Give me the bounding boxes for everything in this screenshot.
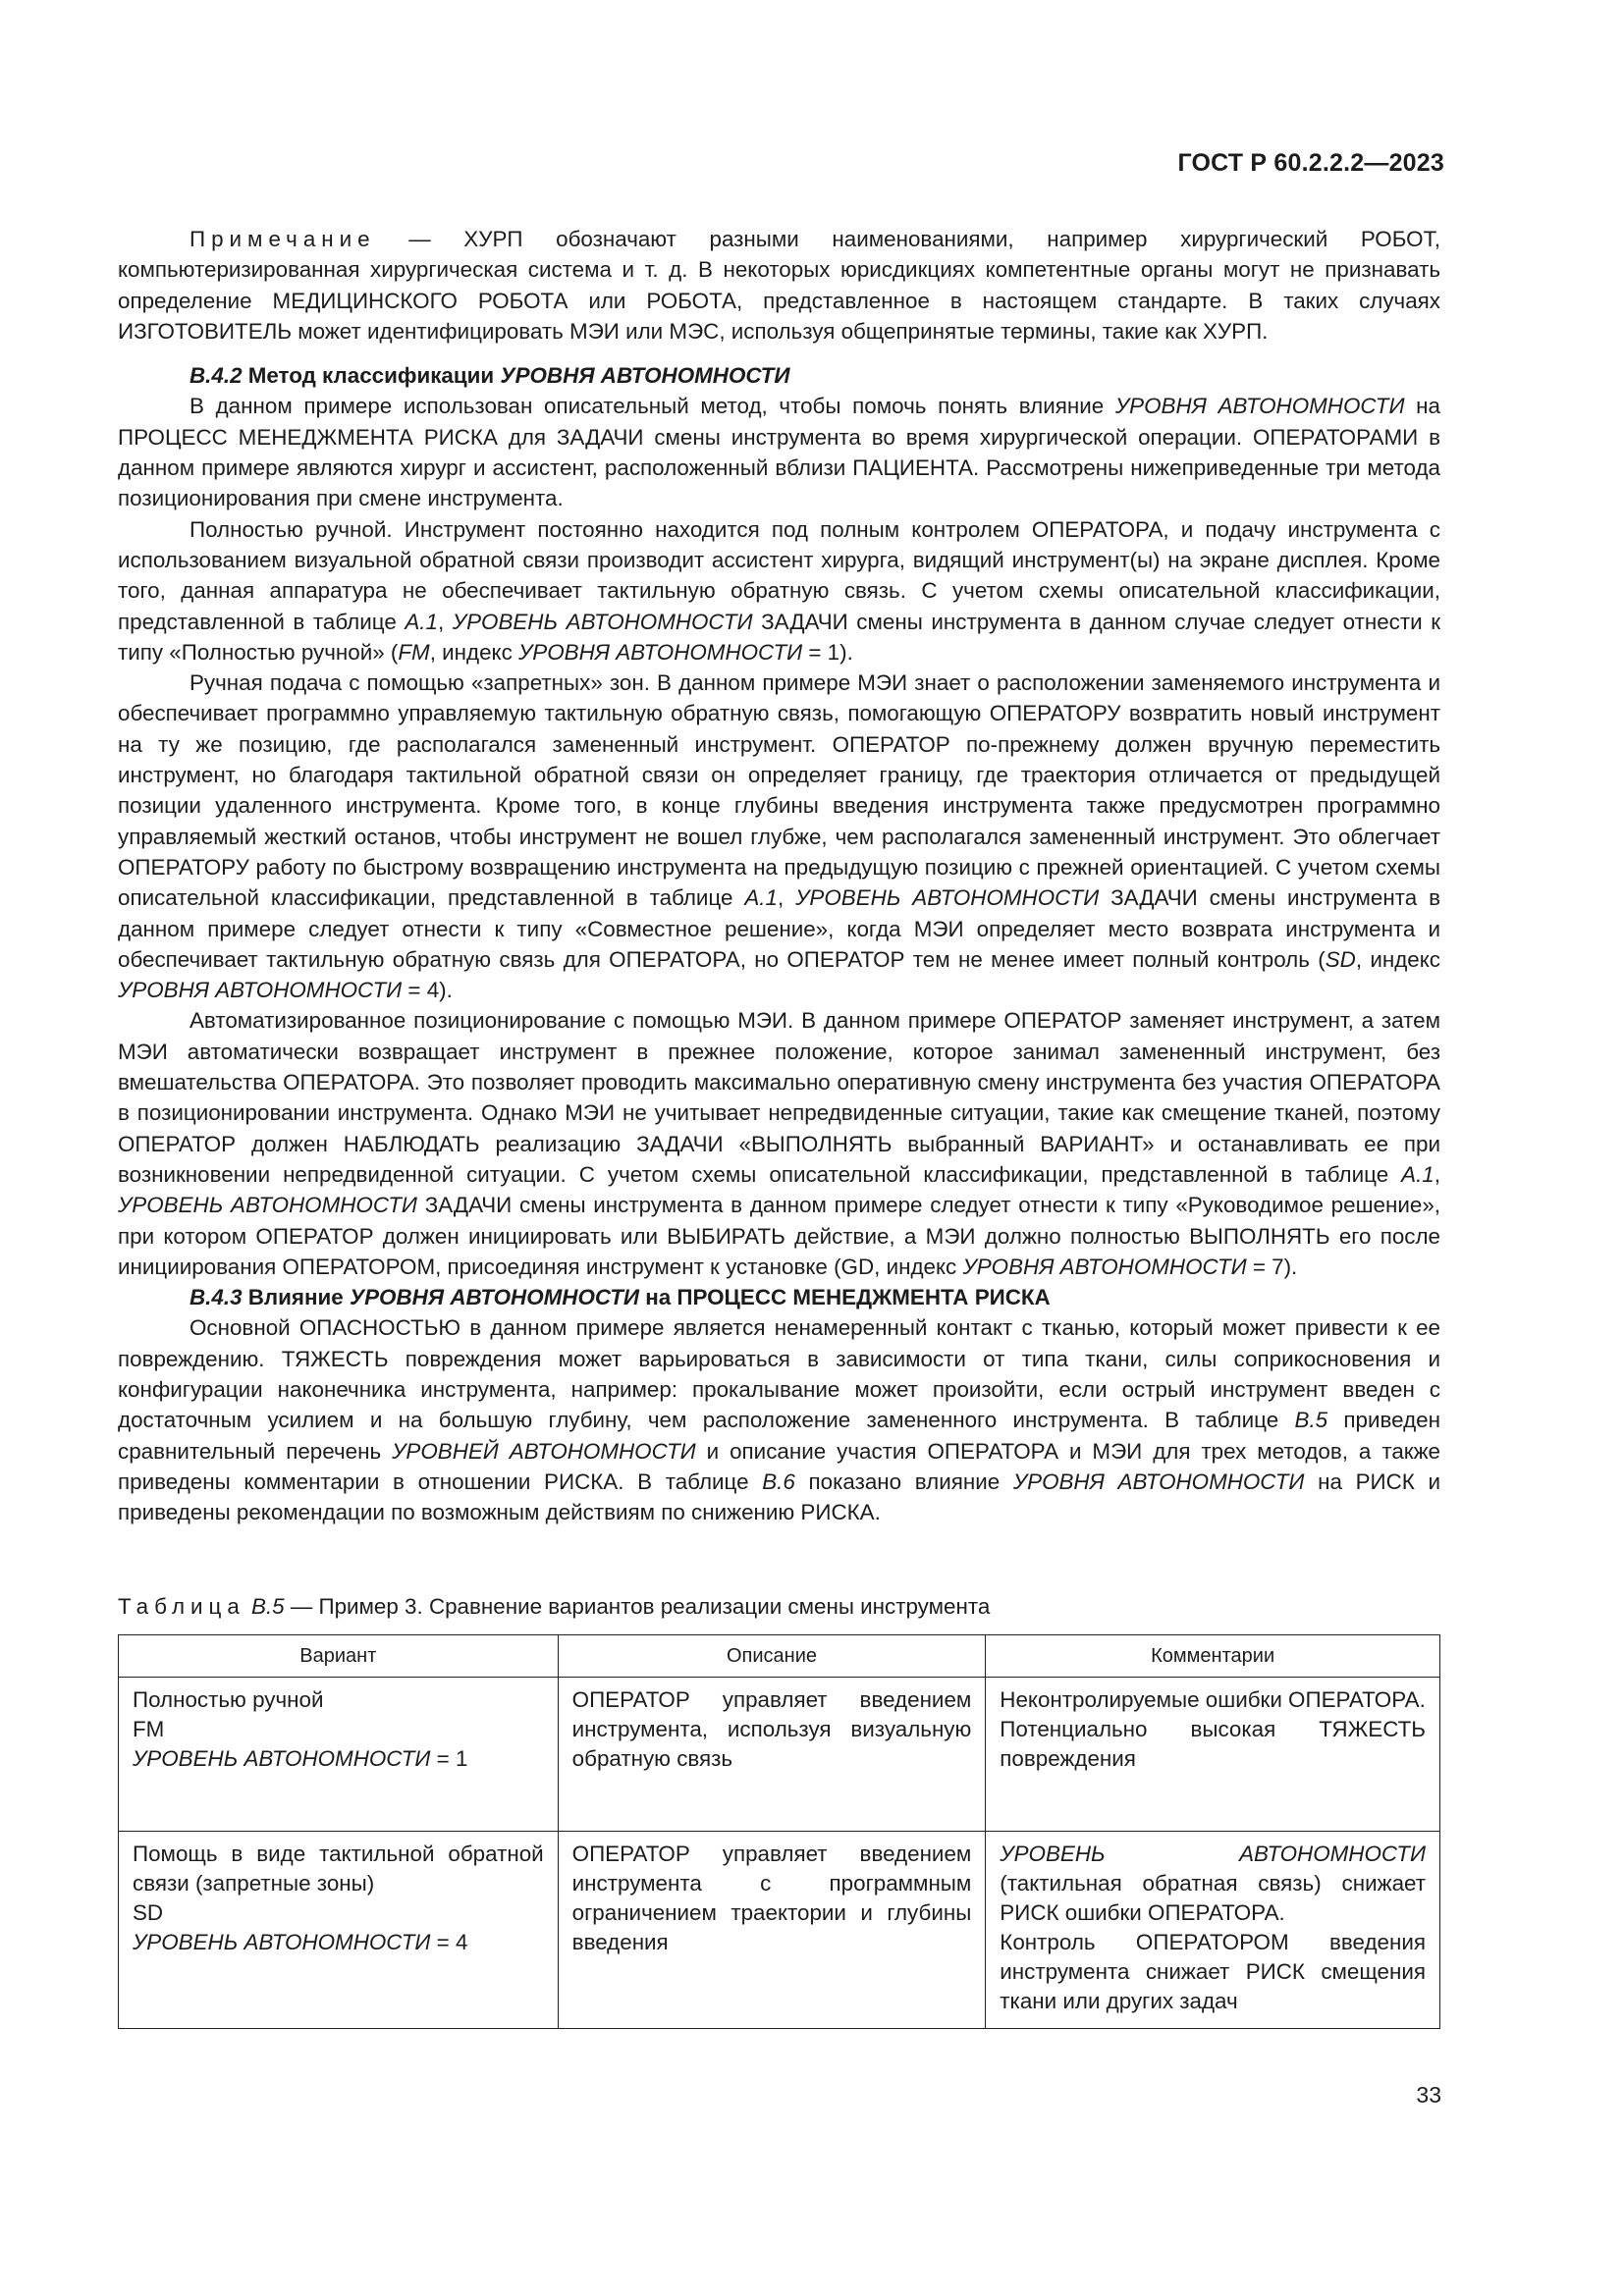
- cell-comments: УРОВЕНЬ АВТОНОМНОСТИ (тактильная обратная связь) снижает РИСК ошибки ОПЕРАТОРА. Контроль ОПЕРАТОРОМ введения инструмента снижает РИСК смещения ткани или других задач: [986, 1832, 1440, 2029]
- cell-description: ОПЕРАТОР управляет введением инструмента, используя визуальную обратную связь: [558, 1678, 986, 1832]
- header-comments: Комментарии: [986, 1635, 1440, 1678]
- cell-variant: Полностью ручной FM УРОВЕНЬ АВТОНОМНОСТИ = 1: [119, 1678, 559, 1832]
- page-number: 33: [1416, 2082, 1441, 2108]
- cell-variant: Помощь в виде тактильной обратной связи (запретные зоны) SD УРОВЕНЬ АВТОНОМНОСТИ = 4: [119, 1832, 559, 2029]
- header-description: Описание: [558, 1635, 986, 1678]
- note-label: Примечание: [189, 227, 376, 251]
- header-variant: Вариант: [119, 1635, 559, 1678]
- comparison-table: [118, 1634, 1440, 2029]
- table-row: [119, 1832, 1440, 2029]
- section-b42-paragraph-4: Автоматизированное позиционирование с помощью МЭИ. В данном примере ОПЕРАТОР заменяет инструмент, а затем МЭИ автоматически возвращает инструмент в прежнее положение, которое занимал замененный инструмент, без вмешательства ОПЕРАТОРА. Это позволяет проводить максимально оперативную смену инструмента без участия ОПЕРАТОРА в позиционировании инструмента. Однако МЭИ не учитывает непредвиденные ситуации, такие как смещение тканей, поэтому ОПЕРАТОР должен НАБЛЮДАТЬ реализацию ЗАДАЧИ «ВЫПОЛНЯТЬ выбранный ВАРИАНТ» и останавливать ее при возникновении непредвиденной ситуации. С учетом схемы описательной классификации, представленной в таблице A.1, УРОВЕНЬ АВТОНОМНОСТИ ЗАДАЧИ смены инструмента в данном примере следует отнести к типу «Руководимое решение», при котором ОПЕРАТОР должен инициировать или ВЫБИРАТЬ действие, а МЭИ должно полностью ВЫПОЛНЯТЬ его после инициирования ОПЕРАТОРОМ, присоединяя инструмент к установке (GD, индекс УРОВНЯ АВТОНОМНОСТИ = 7).: [118, 1008, 1440, 1279]
- table-row: [119, 1678, 1440, 1832]
- section-b42-heading: B.4.2 Метод классификации УРОВНЯ АВТОНОМНОСТИ: [189, 363, 790, 389]
- section-b42-paragraph-2: Полностью ручной. Инструмент постоянно находится под полным контролем ОПЕРАТОРА, и подачу инструмента с использованием визуальной обратной связи производит ассистент хирурга, видящий инструмент(ы) на экране дисплея. Кроме того, данная аппаратура не обеспечивает тактильную обратную связь. С учетом схемы описательной классификации, представленной в таблице A.1, УРОВЕНЬ АВТОНОМНОСТИ ЗАДАЧИ смены инструмента в данном случае следует отнести к типу «Полностью ручной» (FM, индекс УРОВНЯ АВТОНОМНОСТИ = 1).: [118, 516, 1440, 665]
- section-b42-paragraph-3: Ручная подача с помощью «запретных» зон. В данном примере МЭИ знает о расположении заменяемого инструмента и обеспечивает программно управляемую тактильную обратную связь, помогающую ОПЕРАТОРУ возвратить новый инструмент на ту же позицию, где располагался замененный инструмент. ОПЕРАТОР по-прежнему должен вручную переместить инструмент, но благодаря тактильной обратной связи он определяет границу, где траектория отличается от предыдущей позиции удаленного инструмента. Кроме того, в конце глубины введения инструмента также предусмотрен программно управляемый жесткий останов, чтобы инструмент не вошел глубже, чем располагался замененный инструмент. Это облегчает ОПЕРАТОРУ работу по быстрому возвращению инструмента на предыдущую позицию с прежней ориентацией. С учетом схемы описательной классификации, представленной в таблице A.1, УРОВЕНЬ АВТОНОМНОСТИ ЗАДАЧИ смены инструмента в данном примере следует отнести к типу «Совместное решение», когда МЭИ определяет место возврата инструмента и обеспечивает тактильную обратную связь для ОПЕРАТОРА, но ОПЕРАТОР тем не менее имеет полный контроль (SD, индекс УРОВНЯ АВТОНОМНОСТИ = 4).: [118, 670, 1440, 1003]
- cell-description: ОПЕРАТОР управляет введением инструмента с программным ограничением траектории и глубины введения: [558, 1832, 986, 2029]
- section-b43-heading: B.4.3 Влияние УРОВНЯ АВТОНОМНОСТИ на ПРОЦЕСС МЕНЕДЖМЕНТА РИСКА: [189, 1285, 1051, 1310]
- section-b42-paragraph-1: В данном примере использован описательный метод, чтобы помочь понять влияние УРОВНЯ АВТОНОМНОСТИ на ПРОЦЕСС МЕНЕДЖМЕНТА РИСКА для ЗАДАЧИ смены инструмента во время хирургической операции. ОПЕРАТОРАМИ в данном примере являются хирург и ассистент, расположенный вблизи ПАЦИЕНТА. Рассмотрены нижеприведенные три метода позиционирования при смене инструмента.: [118, 394, 1441, 511]
- section-b43-paragraph-1: Основной ОПАСНОСТЬЮ в данном примере является ненамеренный контакт с тканью, который может привести к ее повреждению. ТЯЖЕСТЬ повреждения может варьироваться в зависимости от типа ткани, силы соприкосновения и конфигурации наконечника инструмента, например: прокалывание может произойти, если острый инструмент введен с достаточным усилием и на большую глубину, чем расположение замененного инструмента. В таблице B.5 приведен сравнительный перечень УРОВНЕЙ АВТОНОМНОСТИ и описание участия ОПЕРАТОРА и МЭИ для трех методов, а также приведены комментарии в отношении РИСКА. В таблице B.6 показано влияние УРОВНЯ АВТОНОМНОСТИ на РИСК и приведены рекомендации по возможным действиям по снижению РИСКА.: [118, 1315, 1440, 1525]
- document-body: [118, 224, 1440, 1527]
- table-caption: Таблица B.5 — Пример 3. Сравнение вариантов реализации смены инструмента: [118, 1594, 991, 1619]
- note-paragraph: Примечание — ХУРП обозначают разными наименованиями, например хирургический РОБОТ, компьютеризированная хирургическая система и т. д. В некоторых юрисдикциях компетентные органы могут не признавать определение МЕДИЦИНСКОГО РОБОТА или РОБОТА, представленное в настоящем стандарте. В таких случаях ИЗГОТОВИТЕЛЬ может идентифицировать МЭИ или МЭС, используя общепринятые термины, такие как ХУРП.: [118, 227, 1440, 344]
- standard-designation: ГОСТ Р 60.2.2.2—2023: [1177, 149, 1444, 177]
- cell-comments: Неконтролируемые ошибки ОПЕРАТОРА. Потенциально высокая ТЯЖЕСТЬ повреждения: [986, 1678, 1440, 1832]
- table-header-row: [119, 1635, 1440, 1678]
